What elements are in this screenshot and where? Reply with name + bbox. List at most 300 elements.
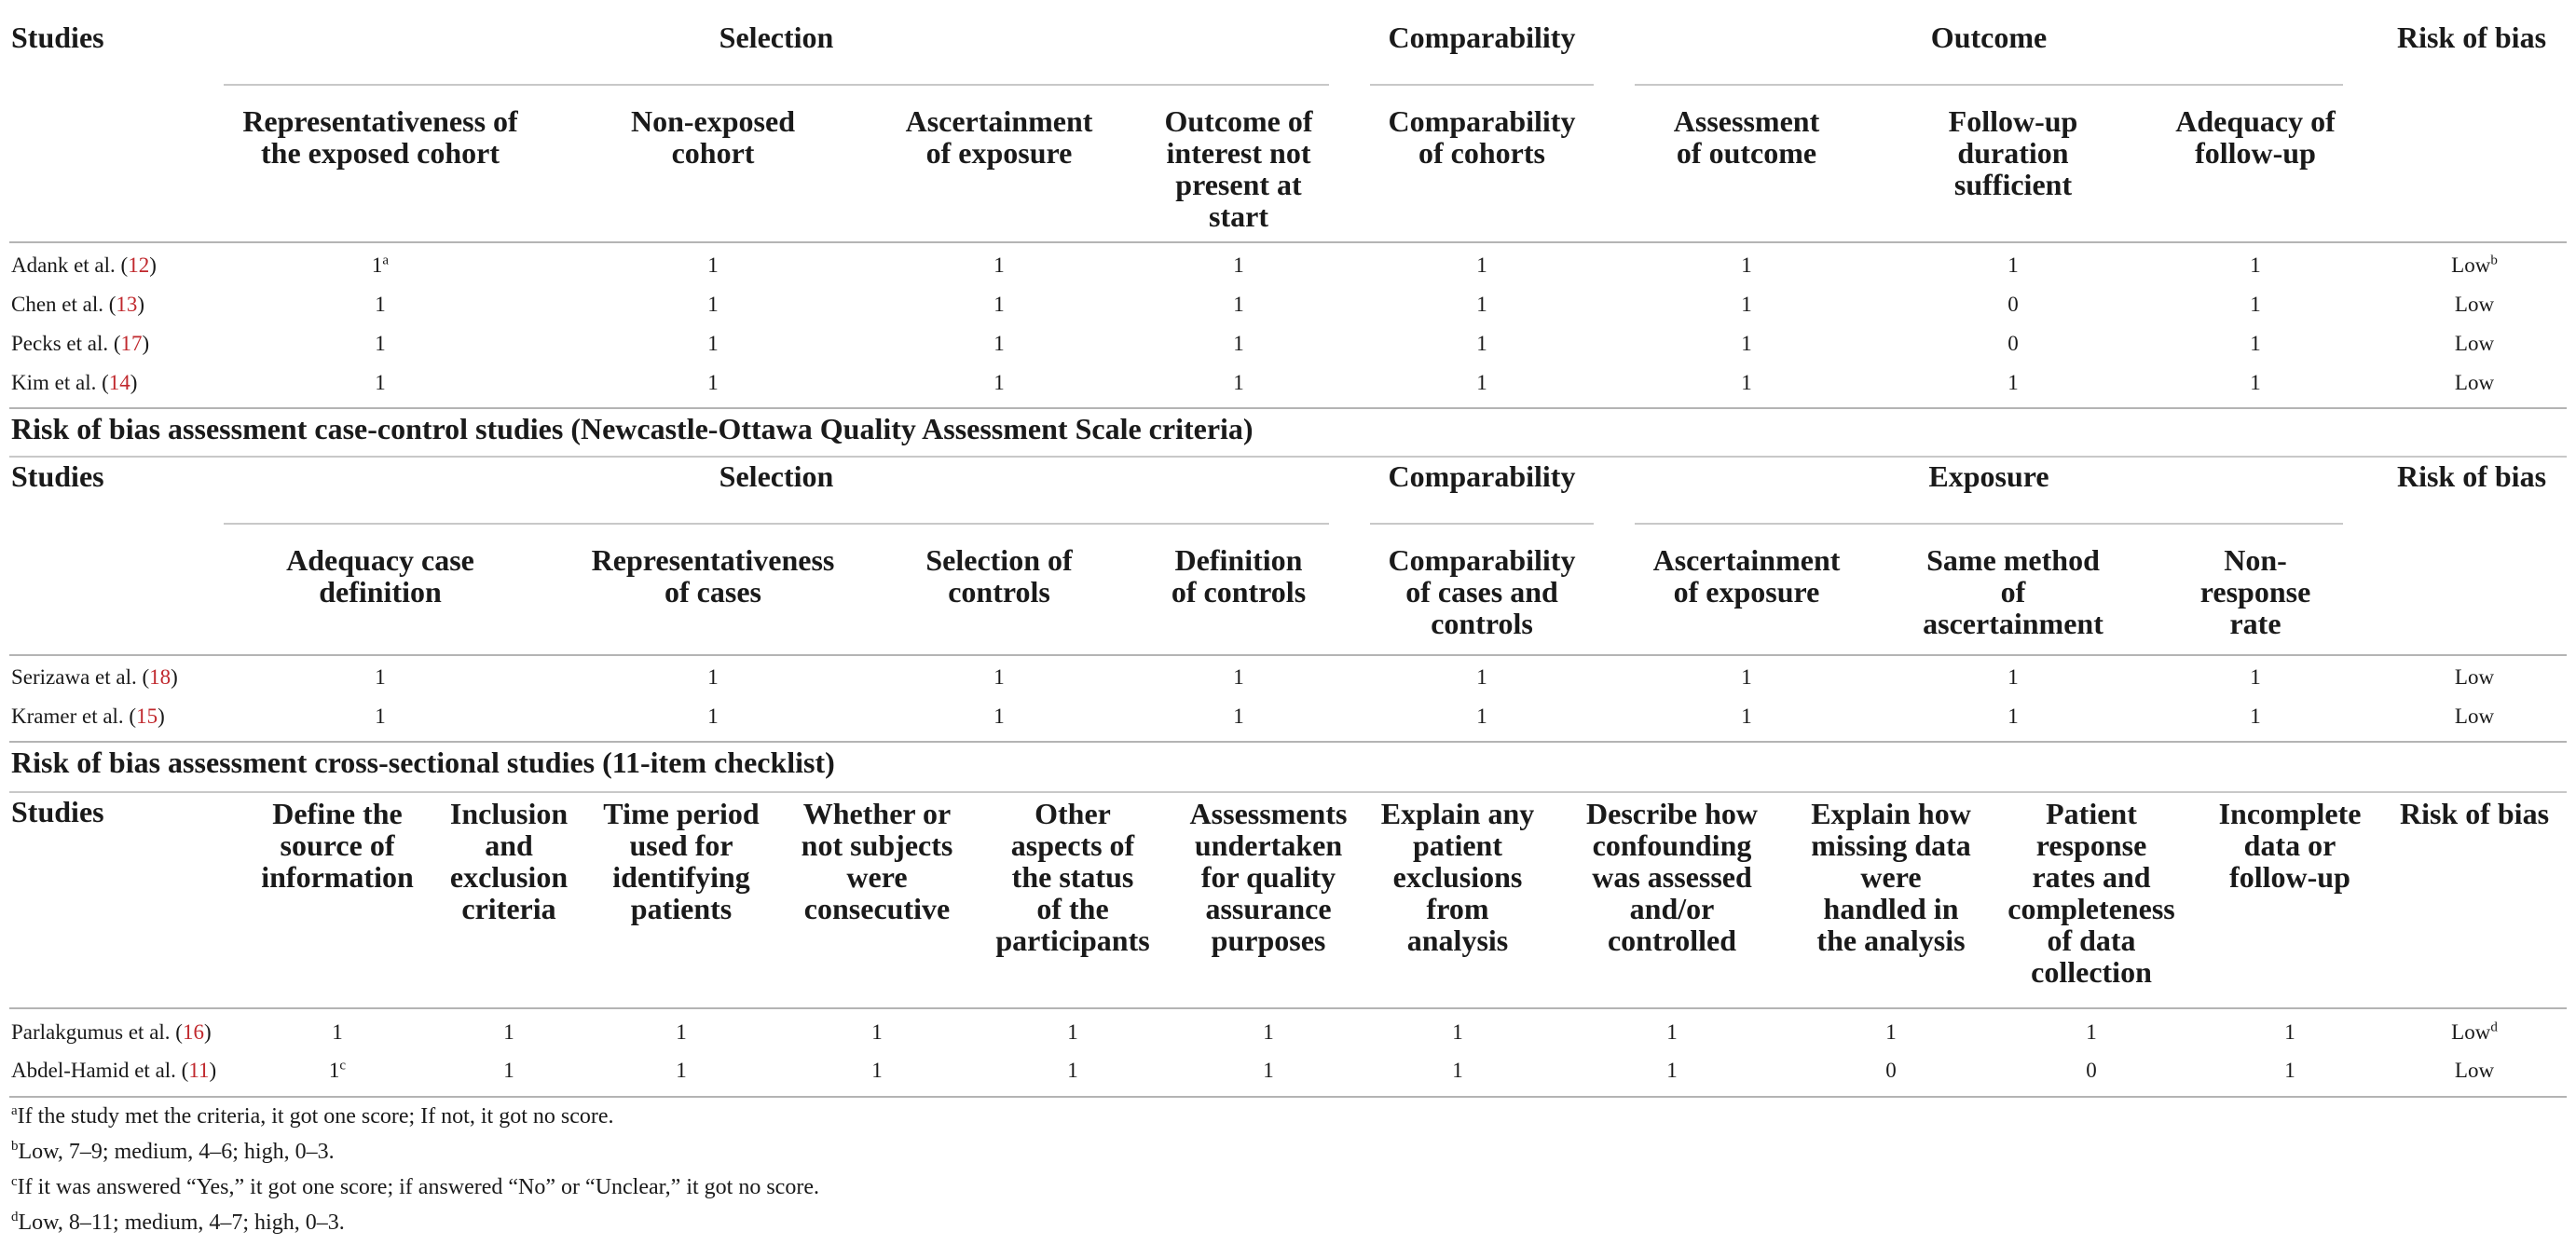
cohort-cell-value: 1	[1741, 371, 1752, 394]
crosssectional-cell-value: 1	[871, 1059, 883, 1082]
casecontrol-cell	[1183, 705, 1295, 729]
crosssectional-cell-value: 1	[332, 1020, 343, 1044]
crosssectional-cell-footnote-mark: c	[339, 1058, 347, 1074]
cohort-col-5	[1639, 105, 1854, 169]
casecontrol-risk	[2418, 705, 2530, 729]
crosssectional-col-line: Inclusion	[449, 797, 569, 830]
cohort-cell-value: 1	[993, 371, 1005, 394]
crosssectional-col-line: data or	[2243, 828, 2336, 862]
casecontrol-cell	[1691, 705, 1802, 729]
crosssectional-col-line: confounding	[1592, 828, 1752, 862]
crosssectional-col-4	[975, 798, 1171, 956]
casecontrol-col-line: Representativeness	[591, 543, 835, 577]
crosssectional-col-line: consecutive	[803, 892, 951, 925]
crosssectional-col-line: purposes	[1211, 923, 1326, 957]
cohort-cell-value: 1	[707, 371, 719, 394]
casecontrol-cell	[324, 705, 436, 729]
reference-link: 13	[116, 293, 138, 316]
casecontrol-cell-value: 1	[993, 705, 1005, 728]
footnote	[11, 1175, 819, 1200]
casecontrol-studies-header: Studies	[11, 459, 104, 493]
cohort-cell-value: 1	[375, 371, 386, 394]
cohort-cell	[2199, 253, 2311, 278]
casecontrol-cell-value: 1	[2250, 705, 2261, 728]
casecontrol-cell-value: 1	[707, 705, 719, 728]
casecontrol-cell-value: 1	[1741, 665, 1752, 689]
crosssectional-cell-value: 1	[1452, 1020, 1463, 1044]
crosssectional-col-line: Assessments	[1189, 797, 1348, 830]
cohort-selection-group: Selection	[719, 21, 834, 54]
cohort-cell-value: 0	[2007, 293, 2019, 316]
cohort-cell	[657, 293, 769, 317]
study-name-close: )	[142, 332, 150, 355]
cohort-cell	[943, 332, 1055, 356]
study-name: Serizawa et al. (	[11, 665, 150, 689]
crosssectional-col-line: follow-up	[2229, 860, 2350, 894]
outcome-rule	[1635, 84, 2343, 86]
crosssectional-cell-value: 0	[1885, 1059, 1897, 1082]
crosssectional-col-line: for quality	[1200, 860, 1336, 894]
crosssectional-col-6	[1364, 798, 1551, 956]
crosssectional-col-line: Describe how	[1586, 797, 1758, 830]
casecontrol-cell	[1426, 705, 1538, 729]
cohort-risk-group: Risk of bias	[2396, 21, 2547, 54]
cohort-cell	[1426, 253, 1538, 278]
casecontrol-col-line: response	[2199, 575, 2311, 609]
study-name-close: )	[158, 705, 165, 728]
crosssectional-col-9	[1989, 798, 2194, 988]
casecontrol-col-line: Definition	[1174, 543, 1303, 577]
casecontrol-col-line: of cases and	[1405, 575, 1558, 609]
cohort-cell-value: 0	[2007, 332, 2019, 355]
casecontrol-col-line: of	[2000, 575, 2026, 609]
casecontrol-cell-value: 1	[2250, 665, 2261, 689]
reference-link: 16	[182, 1020, 204, 1044]
study-name: Pecks et al. (	[11, 332, 121, 355]
crosssectional-cell	[821, 1020, 933, 1045]
crosssectional-cell	[1402, 1020, 1514, 1045]
study-name-close: )	[130, 371, 138, 394]
cohort-cell-value: 1	[707, 253, 719, 277]
crosssectional-cell-value: 1	[1452, 1059, 1463, 1082]
casecontrol-bottom-rule	[9, 741, 2567, 743]
crosssectional-cell-value: 1	[1263, 1020, 1274, 1044]
crosssectional-row-0-study-label	[11, 1020, 212, 1045]
crosssectional-col-5	[1175, 798, 1362, 956]
crosssectional-col-7	[1565, 798, 1779, 956]
cohort-cell-value: 1	[1741, 293, 1752, 316]
crosssectional-cell-value: 1	[2284, 1020, 2295, 1044]
cohort-cell	[2199, 332, 2311, 356]
crosssectional-col-line: Whether or	[802, 797, 952, 830]
crosssectional-col-line: the analysis	[1816, 923, 1966, 957]
crosssectional-header-rule	[9, 1007, 2567, 1009]
cohort-cell	[324, 371, 436, 395]
cc-comparability-rule	[1370, 523, 1594, 525]
cohort-col-line: Ascertainment	[905, 104, 1093, 138]
crosssectional-col-2	[588, 798, 774, 924]
cohort-cell	[324, 253, 436, 278]
crosssectional-cell	[625, 1059, 737, 1083]
crosssectional-cell-value: 1	[503, 1020, 514, 1044]
cohort-cell	[2199, 371, 2311, 395]
casecontrol-row-1-study-label	[11, 705, 165, 729]
cohort-cell-value: 1	[375, 332, 386, 355]
cohort-col-line: Representativeness of	[242, 104, 518, 138]
crosssectional-cell-value: 1	[1067, 1059, 1078, 1082]
cohort-col-2	[883, 105, 1116, 169]
casecontrol-cell	[943, 705, 1055, 729]
casecontrol-col-6	[1892, 544, 2134, 639]
study-name: Adank et al. (	[11, 253, 129, 277]
cohort-cell-value: 1	[2007, 253, 2019, 277]
cohort-cell	[324, 293, 436, 317]
cohort-cell	[2199, 293, 2311, 317]
study-name: Abdel-Hamid et al. (	[11, 1059, 189, 1082]
cohort-risk	[2418, 371, 2530, 395]
casecontrol-row-0-study-label	[11, 665, 178, 690]
crosssectional-col-line: Define the	[272, 797, 403, 830]
casecontrol-cell-value: 1	[1741, 705, 1752, 728]
footnote-text: If it was answered “Yes,” it got one score; if answered “No” or “Unclear,” it got no score.	[17, 1175, 819, 1199]
cohort-cell	[1183, 332, 1295, 356]
casecontrol-col-line: Comparability	[1388, 543, 1576, 577]
cc-exposure-rule	[1635, 523, 2343, 525]
reference-link: 17	[120, 332, 143, 355]
crosssectional-col-line: completeness	[2007, 892, 2175, 925]
cohort-cell-value: 1	[993, 293, 1005, 316]
crosssectional-col-line: Explain how	[1811, 797, 1971, 830]
crosssectional-col-line: response	[2035, 828, 2147, 862]
crosssectional-risk	[2418, 1059, 2530, 1083]
cohort-cell	[657, 371, 769, 395]
cohort-cell	[943, 293, 1055, 317]
reference-link: 12	[128, 253, 150, 277]
crosssectional-cell	[1213, 1020, 1324, 1045]
crosssectional-title-rule	[9, 791, 2567, 793]
crosssectional-col-line: aspects of	[1010, 828, 1135, 862]
crosssectional-col-line: collection	[2031, 955, 2152, 989]
crosssectional-cell	[453, 1020, 565, 1045]
cohort-row-0-study-label	[11, 253, 157, 278]
crosssectional-col-line: assurance	[1205, 892, 1332, 925]
crosssectional-cell	[1017, 1059, 1129, 1083]
casecontrol-col-4	[1370, 544, 1594, 639]
crosssectional-cell	[453, 1059, 565, 1083]
cohort-risk-value: Low	[2454, 293, 2495, 316]
crosssectional-risk-value: Low	[2451, 1020, 2491, 1044]
casecontrol-cell	[1183, 665, 1295, 690]
footnote-text: If the study met the criteria, it got one score; If not, it got no score.	[17, 1104, 614, 1129]
cohort-row-3-study-label	[11, 371, 137, 395]
cohort-cell-value: 1	[1476, 332, 1487, 355]
cohort-col-7	[2139, 105, 2372, 169]
crosssectional-cell-value: 1	[676, 1059, 687, 1082]
cohort-risk-value: Low	[2454, 371, 2495, 394]
cohort-cell	[657, 253, 769, 278]
crosssectional-cell-value: 1	[2284, 1059, 2295, 1082]
cohort-col-line: Non-exposed	[630, 104, 795, 138]
casecontrol-cell-value: 1	[707, 665, 719, 689]
crosssectional-col-1	[430, 798, 588, 924]
crosssectional-cell-value: 0	[2086, 1059, 2097, 1082]
crosssectional-col-line: undertaken	[1194, 828, 1343, 862]
cohort-cell	[657, 332, 769, 356]
crosssectional-cell	[2035, 1020, 2147, 1045]
cohort-risk	[2418, 253, 2530, 278]
cohort-col-line: present at	[1175, 168, 1302, 201]
cohort-cell	[1691, 332, 1802, 356]
cohort-studies-header: Studies	[11, 21, 104, 54]
crosssectional-cell	[281, 1059, 393, 1083]
footnote	[11, 1211, 345, 1236]
cohort-cell-value: 1	[1233, 293, 1244, 316]
cohort-col-0	[240, 105, 520, 169]
cohort-col-1	[601, 105, 825, 169]
crosssectional-col-line: rates and	[2032, 860, 2151, 894]
casecontrol-exposure-group: Exposure	[1928, 459, 2049, 493]
crosssectional-col-line: identifying	[612, 860, 750, 894]
casecontrol-risk	[2418, 665, 2530, 690]
footnote-mark: b	[11, 1139, 19, 1154]
crosssectional-cell	[625, 1020, 737, 1045]
cohort-cell-value: 1	[993, 253, 1005, 277]
casecontrol-selection-group: Selection	[719, 459, 834, 493]
crosssectional-risk	[2418, 1020, 2530, 1045]
study-name: Parlakgumus et al. (	[11, 1020, 183, 1044]
crosssectional-col-3	[779, 798, 975, 924]
casecontrol-cell-value: 1	[2007, 665, 2019, 689]
cohort-cell-value: 1	[993, 332, 1005, 355]
cohort-col-line: interest not	[1166, 136, 1311, 170]
casecontrol-cell	[324, 665, 436, 690]
cohort-col-line: of outcome	[1676, 136, 1817, 170]
crosssectional-cell	[1616, 1020, 1728, 1045]
cohort-risk-value: Low	[2451, 253, 2491, 277]
crosssectional-col-line: controlled	[1607, 923, 1737, 957]
casecontrol-col-line: of cases	[665, 575, 761, 609]
cohort-cell-value: 1	[2250, 253, 2261, 277]
cohort-outcome-group: Outcome	[1930, 21, 2048, 54]
casecontrol-cell	[657, 665, 769, 690]
cohort-cell-value: 1	[1476, 293, 1487, 316]
crosssectional-col-line: Time period	[603, 797, 760, 830]
cohort-cell	[324, 332, 436, 356]
cohort-col-line: Adequacy of	[2175, 104, 2336, 138]
footnote-text: Low, 7–9; medium, 4–6; high, 0–3.	[18, 1140, 335, 1164]
cohort-cell	[943, 253, 1055, 278]
casecontrol-col-7	[2185, 544, 2325, 639]
crosssectional-cell-value: 1	[1885, 1020, 1897, 1044]
crosssectional-cell-value: 1	[503, 1059, 514, 1082]
study-name-close: )	[209, 1059, 217, 1082]
casecontrol-col-2	[883, 544, 1116, 608]
casecontrol-cell	[943, 665, 1055, 690]
cohort-cell	[1183, 293, 1295, 317]
crosssectional-risk-footnote-mark: d	[2490, 1019, 2498, 1035]
cohort-col-line: Follow-up	[1948, 104, 2078, 138]
cc-selection-rule	[224, 523, 1329, 525]
cohort-cell	[1183, 253, 1295, 278]
cohort-cell-value: 1	[707, 293, 719, 316]
casecontrol-risk-value: Low	[2454, 665, 2495, 689]
cohort-risk	[2418, 332, 2530, 356]
footnote	[11, 1140, 335, 1165]
cohort-row-2-study-label	[11, 332, 149, 356]
cohort-col-line: follow-up	[2195, 136, 2316, 170]
casecontrol-cell	[657, 705, 769, 729]
crosssectional-cell	[1017, 1020, 1129, 1045]
cohort-risk-footnote-mark: b	[2490, 253, 2498, 268]
study-name-close: )	[137, 293, 145, 316]
casecontrol-cell-value: 1	[1233, 665, 1244, 689]
casecontrol-col-line: Non-	[2224, 543, 2287, 577]
crosssectional-col-line: criteria	[461, 892, 556, 925]
crosssectional-cell	[1616, 1059, 1728, 1083]
crosssectional-risk-value: Low	[2454, 1059, 2495, 1082]
casecontrol-col-line: of exposure	[1673, 575, 1820, 609]
casecontrol-risk-value: Low	[2454, 705, 2495, 728]
crosssectional-col-line: of data	[2047, 923, 2136, 957]
crosssectional-col-line: were	[846, 860, 908, 894]
cohort-cell	[1691, 293, 1802, 317]
cohort-col-line: cohort	[671, 136, 755, 170]
study-name: Kramer et al. (	[11, 705, 137, 728]
casecontrol-col-line: definition	[319, 575, 442, 609]
crosssectional-col-line: information	[261, 860, 414, 894]
cohort-col-line: of exposure	[925, 136, 1073, 170]
crosssectional-col-line: patients	[630, 892, 733, 925]
crosssectional-col-line: were	[1860, 860, 1922, 894]
crosssectional-col-line: patient	[1413, 828, 1502, 862]
casecontrol-col-3	[1141, 544, 1336, 608]
casecontrol-cell-value: 1	[993, 665, 1005, 689]
cohort-col-3	[1141, 105, 1336, 232]
study-name: Chen et al. (	[11, 293, 116, 316]
casecontrol-col-line: Ascertainment	[1652, 543, 1841, 577]
casecontrol-risk-group: Risk of bias	[2396, 459, 2547, 493]
cohort-risk-value: Low	[2454, 332, 2495, 355]
reference-link: 15	[136, 705, 158, 728]
cohort-risk	[2418, 293, 2530, 317]
cohort-cell	[1426, 371, 1538, 395]
cohort-cell-value: 1	[1233, 371, 1244, 394]
crosssectional-col-line: the status	[1011, 860, 1134, 894]
casecontrol-cell	[1426, 665, 1538, 690]
casecontrol-cell-value: 1	[375, 705, 386, 728]
cohort-cell-value: 1	[707, 332, 719, 355]
casecontrol-title: Risk of bias assessment case-control studies (Newcastle-Ottawa Quality Assessment Scale criteria)	[11, 412, 1254, 445]
casecontrol-col-line: rate	[2229, 607, 2281, 640]
casecontrol-col-line: Adequacy case	[286, 543, 474, 577]
cohort-cell	[1426, 293, 1538, 317]
casecontrol-col-line: ascertainment	[1923, 607, 2103, 640]
crosssectional-cell-value: 1	[676, 1020, 687, 1044]
cohort-cell-value: 1	[2007, 371, 2019, 394]
cohort-cell-value: 1	[1233, 332, 1244, 355]
crosssectional-risk-header: Risk of bias	[2399, 797, 2550, 830]
cohort-cell	[1957, 253, 2069, 278]
crosssectional-col-line: Other	[1035, 797, 1111, 830]
crosssectional-cell	[2035, 1059, 2147, 1083]
crosssectional-col-line: source of	[280, 828, 395, 862]
crosssectional-cell	[1835, 1020, 1947, 1045]
crosssectional-col-line: of the	[1036, 892, 1109, 925]
casecontrol-col-line: of controls	[1171, 575, 1307, 609]
cohort-cell-value: 1	[371, 253, 383, 277]
cohort-col-6	[1915, 105, 2111, 200]
crosssectional-cell	[281, 1020, 393, 1045]
footnote-mark: d	[11, 1210, 19, 1224]
footnote-text: Low, 8–11; medium, 4–7; high, 0–3.	[18, 1211, 345, 1235]
casecontrol-header-rule	[9, 654, 2567, 656]
casecontrol-comparability-group: Comparability	[1388, 459, 1576, 493]
study-name-close: )	[171, 665, 178, 689]
cohort-cell-value: 1	[2250, 332, 2261, 355]
crosssectional-col-line: participants	[995, 923, 1150, 957]
casecontrol-cell-value: 1	[1233, 705, 1244, 728]
reference-link: 18	[149, 665, 171, 689]
reference-link: 14	[108, 371, 130, 394]
casecontrol-col-5	[1625, 544, 1868, 608]
cohort-col-line: Assessment	[1673, 104, 1820, 138]
cohort-cell-value: 1	[2250, 293, 2261, 316]
crosssectional-cell-value: 1	[328, 1059, 340, 1082]
study-name-close: )	[149, 253, 157, 277]
cohort-cell-value: 1	[1741, 332, 1752, 355]
casecontrol-cell	[1957, 705, 2069, 729]
study-name: Kim et al. (	[11, 371, 109, 394]
crosssectional-col-10	[2197, 798, 2383, 893]
casecontrol-cell-value: 1	[375, 665, 386, 689]
reference-link: 11	[188, 1059, 210, 1082]
casecontrol-cell	[2199, 665, 2311, 690]
crosssectional-cell	[1402, 1059, 1514, 1083]
casecontrol-cell-value: 1	[2007, 705, 2019, 728]
crosssectional-col-line: missing data	[1811, 828, 1971, 862]
casecontrol-col-line: controls	[1431, 607, 1533, 640]
cohort-cell-value: 1	[1233, 253, 1244, 277]
crosssectional-col-line: handled in	[1823, 892, 1959, 925]
footnote	[11, 1104, 614, 1129]
crosssectional-cell	[2234, 1059, 2346, 1083]
crosssectional-col-line: from	[1426, 892, 1489, 925]
crosssectional-studies-header: Studies	[11, 795, 104, 828]
casecontrol-cell-value: 1	[1476, 705, 1487, 728]
crosssectional-col-line: was assessed	[1592, 860, 1752, 894]
casecontrol-col-line: controls	[948, 575, 1050, 609]
selection-rule	[224, 84, 1329, 86]
crosssectional-cell-value: 1	[1067, 1020, 1078, 1044]
crosssectional-cell	[2234, 1020, 2346, 1045]
crosssectional-col-line: and	[485, 828, 533, 862]
cohort-cell	[1426, 332, 1538, 356]
casecontrol-title-rule	[9, 456, 2567, 458]
crosssectional-col-0	[249, 798, 426, 893]
cohort-col-line: duration	[1957, 136, 2069, 170]
crosssectional-col-line: Incomplete	[2218, 797, 2362, 830]
crosssectional-col-8	[1788, 798, 1994, 956]
crosssectional-col-line: analysis	[1406, 923, 1509, 957]
casecontrol-col-line: Selection of	[925, 543, 1073, 577]
cohort-bottom-rule	[9, 407, 2567, 409]
cohort-row-1-study-label	[11, 293, 144, 317]
crosssectional-row-1-study-label	[11, 1059, 216, 1083]
cohort-cell-value: 1	[375, 293, 386, 316]
crosssectional-title: Risk of bias assessment cross-sectional studies (11-item checklist)	[11, 746, 835, 779]
cohort-cell	[943, 371, 1055, 395]
crosssectional-col-line: exclusions	[1392, 860, 1523, 894]
